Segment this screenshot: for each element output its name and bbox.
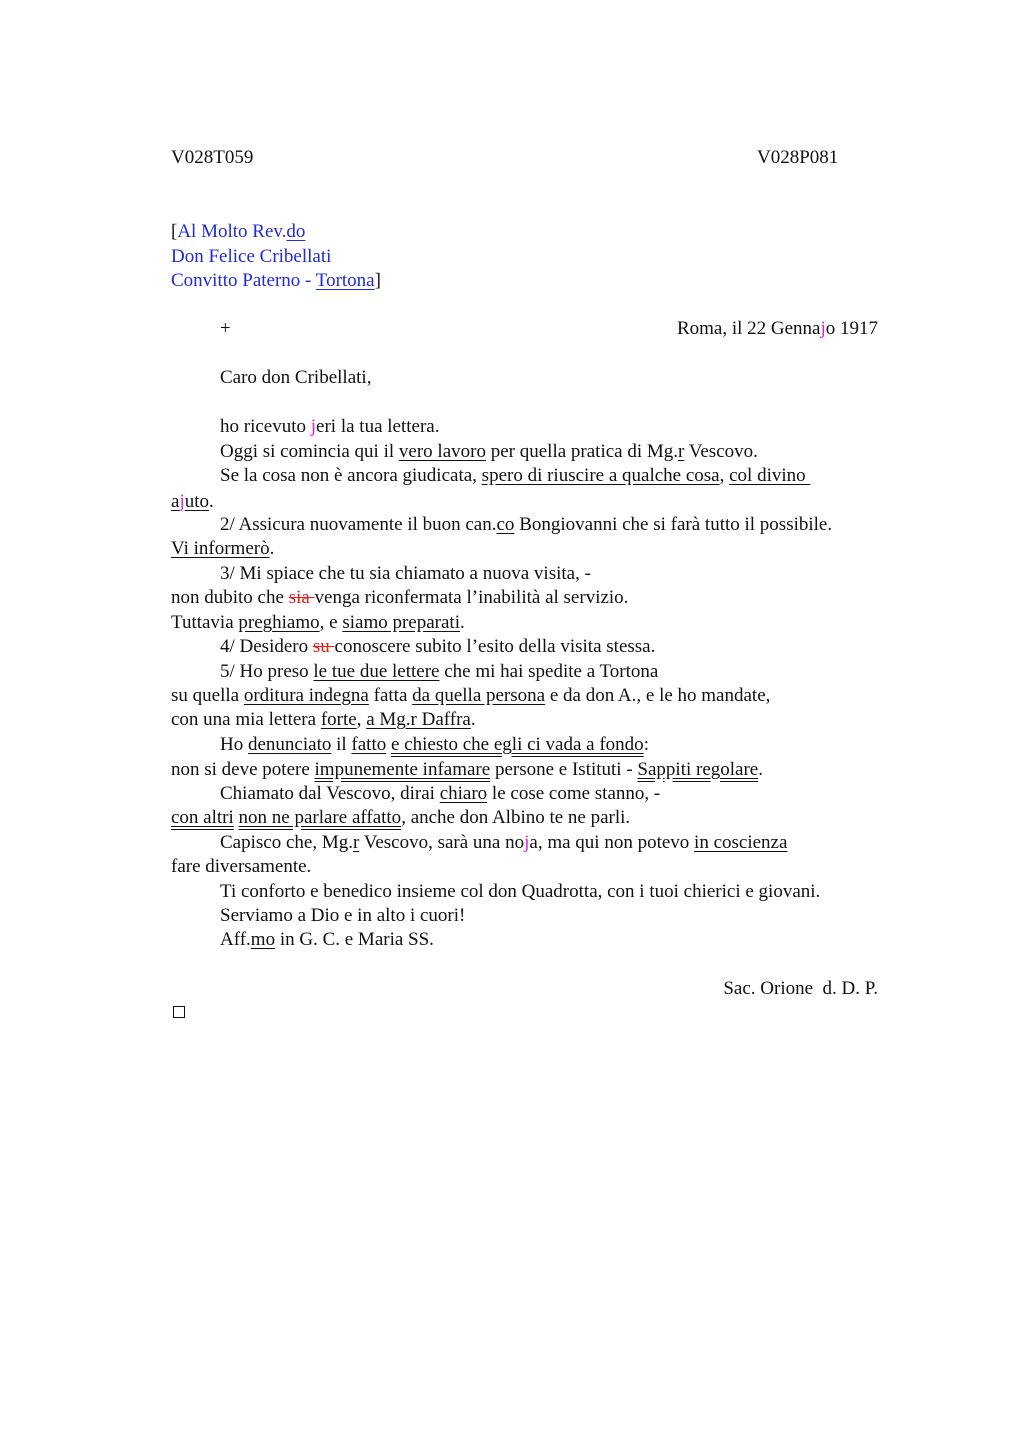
body-line-4: ajuto. <box>171 491 214 512</box>
salutation: Caro don Cribellati, <box>220 367 372 388</box>
body-line-14: Ho denunciato il fatto e chiesto che egli ci vada a fondo: <box>220 734 649 755</box>
body-line-7: 3/ Mi spiace che tu sia chiamato a nuova visita, - <box>220 563 591 584</box>
body-line-6: Vi informerò. <box>171 538 275 559</box>
body-line-13: con una mia lettera forte, a Mg.r Daffra. <box>171 709 476 730</box>
closing-line: Aff.mo in G. C. e Maria SS. <box>220 929 434 950</box>
body-line-1: ho ricevuto jeri la tua lettera. <box>220 416 440 437</box>
header-left-code: V028T059 <box>171 147 254 168</box>
body-line-2: Oggi si comincia qui il vero lavoro per quella pratica di Mg.r Vescovo. <box>220 441 758 462</box>
dateline: Roma, il 22 Gennajo 1917 <box>676 318 878 339</box>
body-line-5: 2/ Assicura nuovamente il buon can.co Bongiovanni che si farà tutto il possibile. <box>220 514 833 535</box>
address-line-1: [Al Molto Rev.do <box>171 221 306 242</box>
empty-square-icon <box>173 1006 185 1018</box>
body-line-15: non si deve potere impunemente infamare persone e Istituti - Sappiti regolare. <box>171 759 763 780</box>
address-line-3: Convitto Paterno - Tortona] <box>171 270 381 291</box>
address-line-2: Don Felice Cribellati <box>171 246 332 267</box>
body-line-17: con altri non ne parlare affatto, anche don Albino te ne parli. <box>171 807 631 828</box>
signature: Sac. Orione d. D. P. <box>723 978 878 999</box>
body-line-9: Tuttavia preghiamo, e siamo preparati. <box>171 612 465 633</box>
cross-mark: + <box>220 318 231 339</box>
body-line-21: Serviamo a Dio e in alto i cuori! <box>220 905 466 926</box>
body-line-16: Chiamato dal Vescovo, dirai chiaro le cose come stanno, - <box>220 783 661 804</box>
body-line-8: non dubito che sia venga riconfermata l’inabilità al servizio. <box>171 587 629 608</box>
body-line-11: 5/ Ho preso le tue due lettere che mi hai spedite a Tortona <box>220 661 659 682</box>
body-line-12: su quella orditura indegna fatta da quella persona e da don A., e le ho mandate, <box>171 685 771 706</box>
body-line-20: Ti conforto e benedico insieme col don Quadrotta, con i tuoi chierici e giovani. <box>220 881 821 902</box>
body-line-3: Se la cosa non è ancora giudicata, spero di riuscire a qualche cosa, col divino <box>220 465 811 486</box>
body-line-19: fare diversamente. <box>171 856 312 877</box>
body-line-10: 4/ Desidero su conoscere subito l’esito della visita stessa. <box>220 636 656 657</box>
body-line-18: Capisco che, Mg.r Vescovo, sarà una noja, ma qui non potevo in coscienza <box>220 832 788 853</box>
header-right-code: V028P081 <box>757 147 839 168</box>
